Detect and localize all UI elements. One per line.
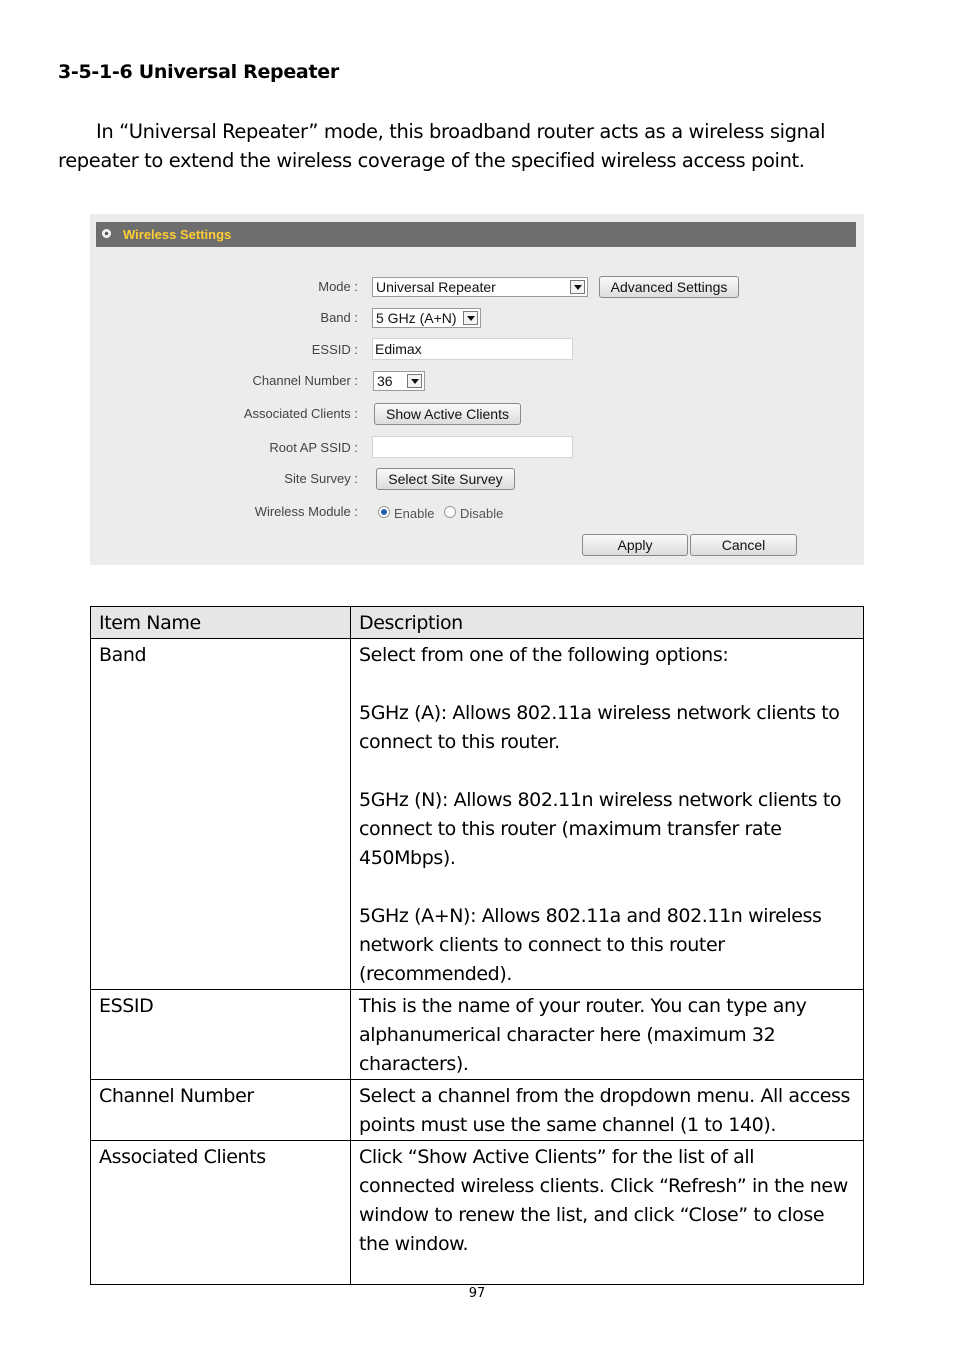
description-cell	[351, 639, 864, 990]
page-number: 97	[468, 1286, 486, 1301]
table-header-row	[91, 607, 864, 639]
cancel-button[interactable]: Cancel	[690, 534, 797, 556]
enable-radio[interactable]	[378, 506, 390, 518]
wireless-settings-screenshot	[90, 214, 864, 565]
site-survey-label: Site Survey :	[284, 471, 358, 486]
select-site-survey-button[interactable]: Select Site Survey	[376, 468, 515, 490]
table-row	[91, 990, 864, 1080]
description-paragraph: 5GHz (N): Allows 802.11n wireless network clients to connect to this router (maximum transfer rate 450Mbps).	[359, 789, 842, 869]
associated-clients-label: Associated Clients :	[243, 406, 358, 421]
panel-header	[96, 222, 856, 247]
channel-number-label: Channel Number :	[252, 373, 358, 388]
column-header-description: Description	[351, 607, 864, 639]
description-paragraph: Click “Show Active Clients” for the list of all connected wireless clients. Click “Refresh” in the new window to renew the list, and click “Close” to close the window.	[359, 1146, 848, 1255]
band-label: Band :	[320, 310, 358, 325]
essid-input[interactable]: Edimax	[372, 338, 573, 360]
wireless-module-label: Wireless Module :	[254, 504, 358, 519]
table-row	[91, 1080, 864, 1141]
mode-label: Mode :	[318, 279, 358, 294]
item-name-cell: Associated Clients	[91, 1141, 351, 1285]
advanced-settings-button[interactable]: Advanced Settings	[599, 276, 739, 298]
chevron-down-icon[interactable]	[570, 280, 585, 294]
description-paragraph: Select a channel from the dropdown menu. All access points must use the same channel (1 to 140).	[359, 1085, 851, 1136]
root-ap-ssid-input[interactable]	[372, 436, 573, 458]
mode-select[interactable]	[372, 277, 588, 297]
apply-button[interactable]: Apply	[582, 534, 688, 556]
band-value: 5 GHz (A+N)	[376, 310, 457, 326]
description-paragraph: 5GHz (A): Allows 802.11a wireless network clients to connect to this router.	[359, 702, 840, 753]
chevron-down-icon[interactable]	[407, 374, 422, 388]
column-header-item-name: Item Name	[91, 607, 351, 639]
description-cell	[351, 990, 864, 1080]
description-paragraph: This is the name of your router. You can type any alphanumerical character here (maximum 32 characters).	[359, 995, 807, 1075]
show-active-clients-button[interactable]: Show Active Clients	[374, 403, 521, 425]
essid-label: ESSID :	[311, 342, 358, 357]
table-row	[91, 1141, 864, 1285]
intro-text: In “Universal Repeater” mode, this broadband router acts as a wireless signal repeater to extend the wireless coverage of the specified wireless access point.	[58, 120, 826, 172]
root-ap-ssid-label: Root AP SSID :	[269, 440, 358, 455]
band-select[interactable]	[372, 308, 481, 328]
description-cell	[351, 1080, 864, 1141]
item-name-cell: Band	[91, 639, 351, 990]
item-name-cell: Channel Number	[91, 1080, 351, 1141]
description-table	[90, 606, 864, 1285]
enable-label: Enable	[394, 506, 435, 521]
disable-label: Disable	[460, 506, 504, 521]
bullet-icon	[102, 229, 111, 238]
channel-value: 36	[377, 373, 393, 389]
chevron-down-icon[interactable]	[463, 311, 478, 325]
item-name-cell: ESSID	[91, 990, 351, 1080]
disable-radio[interactable]	[444, 506, 456, 518]
intro-paragraph	[58, 117, 898, 175]
channel-select[interactable]	[373, 371, 425, 391]
description-paragraph: Select from one of the following options:	[359, 644, 729, 666]
mode-value: Universal Repeater	[376, 279, 496, 295]
description-paragraph: 5GHz (A+N): Allows 802.11a and 802.11n wireless network clients to connect to this router (recommended).	[359, 905, 822, 985]
table-row	[91, 639, 864, 990]
description-cell	[351, 1141, 864, 1285]
section-heading: 3-5-1-6 Universal Repeater	[58, 61, 339, 83]
panel-title: Wireless Settings	[123, 227, 232, 242]
